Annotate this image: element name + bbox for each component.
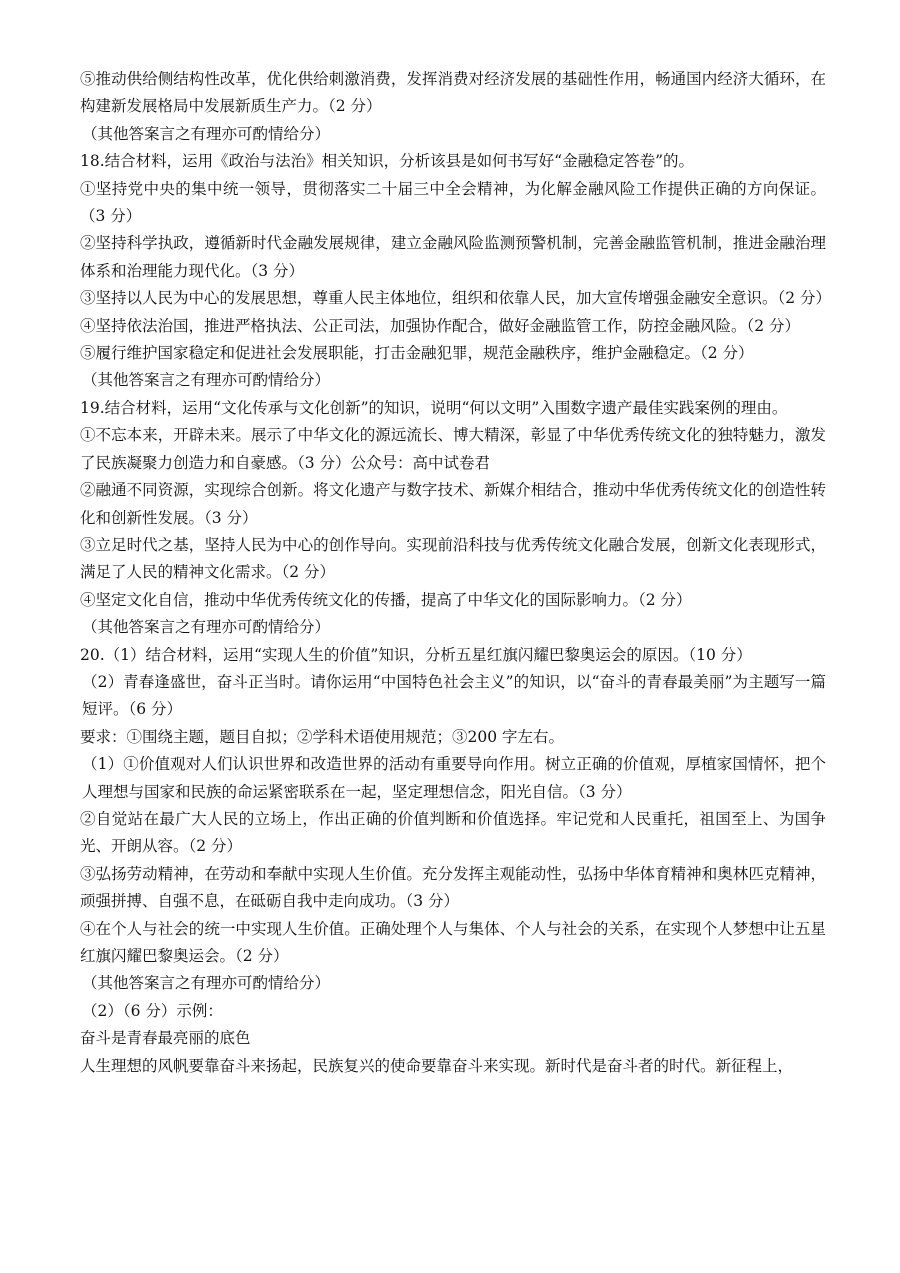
document-page — [80, 66, 832, 1080]
question-20-part1: 20.（1）结合材料，运用“实现人生的价值”知识，分析五星红旗闪耀巴黎奥运会的原因。（10 分） — [80, 645, 752, 664]
answer-q19-item4: ④坚定文化自信，推动中华优秀传统文化的传播，提高了中华文化的国际影响力。（2 分） — [80, 590, 692, 609]
answer-q19-item1: ①不忘本来，开辟未来。展示了中华文化的源远流长、博大精深，彰显了中华优秀传统文化的独特魅力，激发了民族凝聚力创造力和自豪感。（3 分）公众号：高中试卷君 — [80, 426, 826, 472]
scoring-note: （其他答案言之有理亦可酌情给分） — [82, 124, 331, 143]
answer-q20-item1: （1）①价值观对人们认识世界和改造世界的活动有重要导向作用。树立正确的价值观，厚植家国情怀，把个人理想与国家和民族的命运紧密联系在一起，坚定理想信念，阳光自信。（3 分） — [82, 755, 826, 801]
scoring-note: （其他答案言之有理亦可酌情给分） — [82, 618, 331, 637]
scoring-note: （其他答案言之有理亦可酌情给分） — [82, 974, 331, 993]
answer-q20-item3: ③弘扬劳动精神，在劳动和奉献中实现人生价值。充分发挥主观能动性，弘扬中华体育精神和奥林匹克精神，顽强拼搏、自强不息，在砥砺自我中走向成功。（3 分） — [80, 864, 826, 911]
essay-title: 奋斗是青春最亮丽的底色 — [80, 1029, 251, 1048]
answer-q18-item1: ①坚持党中央的集中统一领导，贯彻落实二十届三中全会精神，为化解金融风险工作提供正确的方向保证。（3 分） — [80, 179, 826, 226]
answer-q18-item3: ③坚持以人民为中心的发展思想，尊重人民主体地位，组织和依靠人民，加大宣传增强金融安全意识。（2 分） — [80, 289, 832, 308]
question-18: 18.结合材料，运用《政治与法治》相关知识，分析该县是如何书写好“金融稳定答卷”的。 — [80, 152, 695, 171]
essay-body: 人生理想的风帆要靠奋斗来扬起，民族复兴的使命要靠奋斗来实现。新时代是奋斗者的时代。新征程上， — [80, 1056, 794, 1075]
answer-q20-part2-label: （2）（6 分）示例： — [82, 1001, 223, 1020]
answer-q19-item2: ②融通不同资源，实现综合创新。将文化遗产与数字技术、新媒介相结合，推动中华优秀传统文化的创造性转化和创新性发展。（3 分） — [80, 481, 826, 527]
answer-q18-item2: ②坚持科学执政，遵循新时代金融发展规律，建立金融风险监测预警机制，完善金融监管机制，推进金融治理体系和治理能力现代化。（3 分） — [80, 234, 826, 280]
answer-q20-item4: ④在个人与社会的统一中实现人生价值。正确处理个人与集体、个人与社会的关系，在实现个人梦想中让五星红旗闪耀巴黎奥运会。（2 分） — [80, 919, 826, 965]
question-19: 19.结合材料，运用“文化传承与文化创新”的知识，说明“何以文明”入围数字遗产最佳实践案例的理由。 — [80, 398, 788, 417]
question-20-part2: （2）青春逢盛世，奋斗正当时。请你运用“中国特色社会主义”的知识，以“奋斗的青春最美丽”为主题写一篇短评。（6 分） — [82, 672, 826, 719]
answer-q18-item4: ④坚持依法治国，推进严格执法、公正司法，加强协作配合，做好金融监管工作，防控金融风险。（2 分） — [80, 316, 801, 335]
answer-q20-item2: ②自觉站在最广大人民的立场上，作出正确的价值判断和价值选择。牢记党和人民重托，祖国至上、为国争光、开朗从容。（2 分） — [80, 809, 826, 856]
answer-q17-item5: ⑤推动供给侧结构性改革，优化供给刺激消费，发挥消费对经济发展的基础性作用，畅通国内经济大循环，在构建新发展格局中发展新质生产力。（2 分） — [80, 70, 826, 116]
scoring-note: （其他答案言之有理亦可酌情给分） — [82, 371, 331, 390]
answer-q18-item5: ⑤履行维护国家稳定和促进社会发展职能，打击金融犯罪，规范金融秩序，维护金融稳定。（2 分） — [80, 344, 754, 363]
answer-q19-item3: ③立足时代之基，坚持人民为中心的创作导向。实现前沿科技与优秀传统文化融合发展，创新文化表现形式，满足了人民的精神文化需求。（2 分） — [80, 535, 826, 582]
question-20-requirements: 要求：①围绕主题，题目自拟；②学科术语使用规范；③200 字左右。 — [80, 727, 565, 746]
